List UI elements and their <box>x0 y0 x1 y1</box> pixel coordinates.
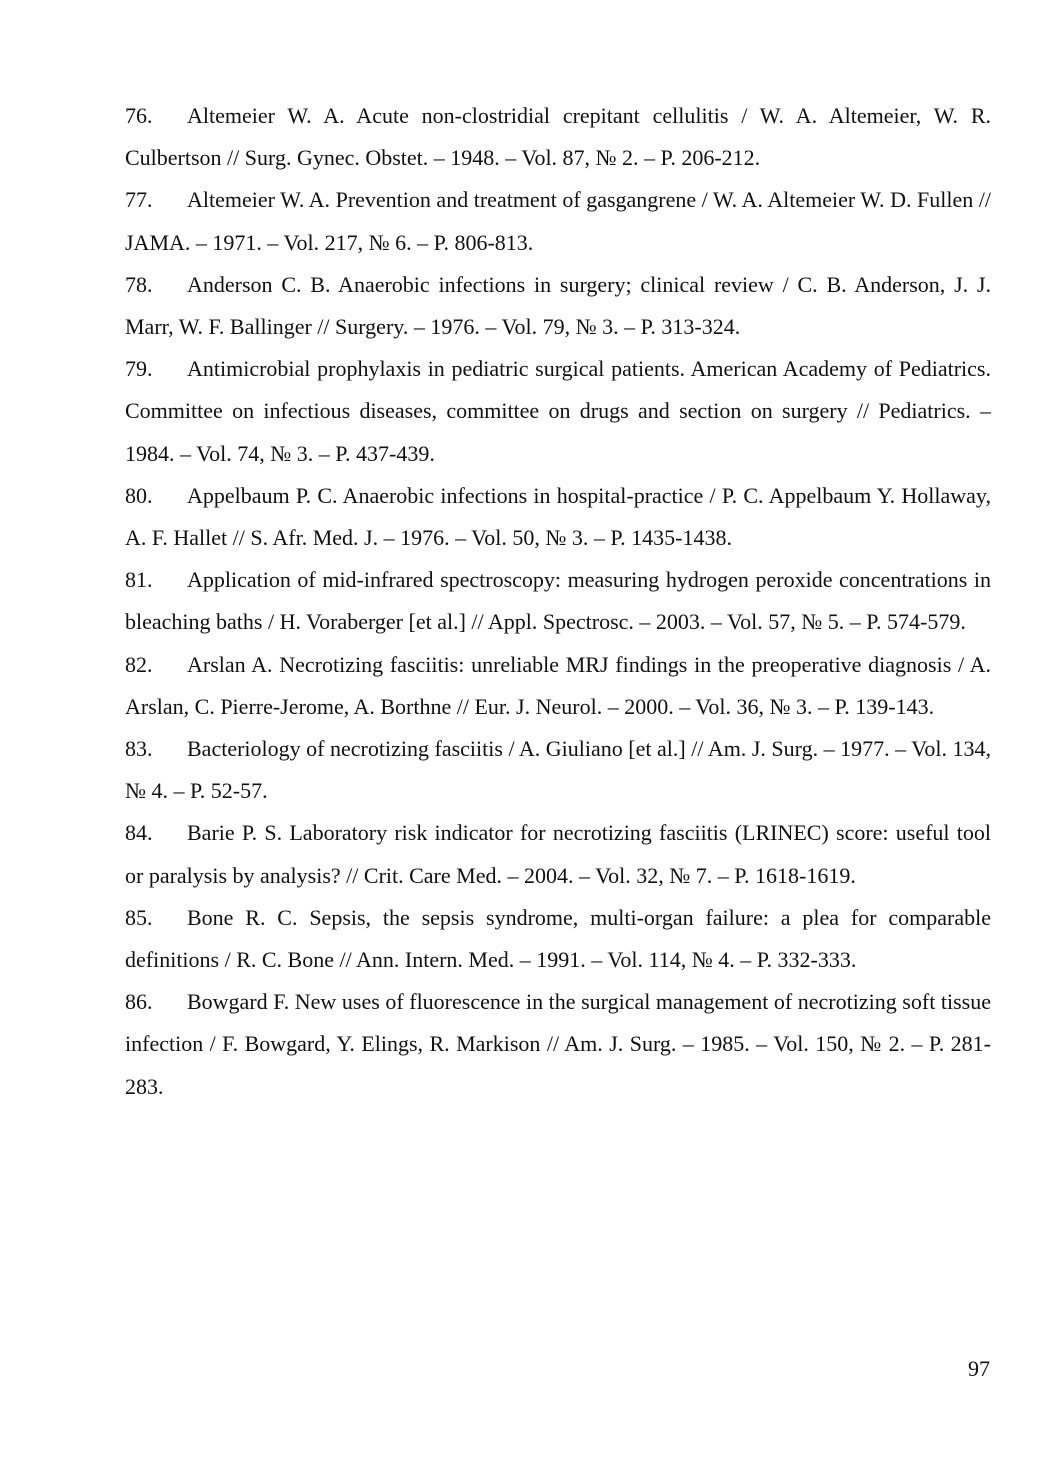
reference-item <box>125 95 991 179</box>
reference-item <box>125 897 991 981</box>
reference-text: Application of mid-infrared spectroscopy: measuring hydrogen peroxide concentrations in bleaching baths / H. Voraberger [et al.] // Appl. Spectrosc. – 2003. – Vol. 57, № 5. – P. 574-579. <box>125 567 991 635</box>
reference-number: 79. <box>125 356 153 382</box>
reference-item <box>125 812 991 896</box>
reference-item <box>125 644 991 728</box>
reference-text: Antimicrobial prophylaxis in pediatric surgical patients. American Academy of Pediatrics. Committee on infectious diseases, committee on drugs and section on surgery // Pediatrics. – 1984. – Vol. 74, № 3. – P. 437-439. <box>125 356 991 466</box>
reference-item <box>125 728 991 812</box>
reference-item <box>125 264 991 348</box>
reference-text: Bowgard F. New uses of fluorescence in the surgical management of necrotizing soft tissue infection / F. Bowgard, Y. Elings, R. Markison // Am. J. Surg. – 1985. – Vol. 150, № 2. – P. 281-283. <box>125 989 991 1099</box>
reference-text: Arslan A. Necrotizing fasciitis: unreliable MRJ findings in the preoperative diagnosis / A. Arslan, C. Pierre-Jerome, A. Borthne // Eur. J. Neurol. – 2000. – Vol. 36, № 3. – P. 139-143. <box>125 651 991 719</box>
reference-number: 78. <box>125 271 153 297</box>
reference-item <box>125 981 991 1108</box>
reference-text: Altemeier W. A. Prevention and treatment of gasgangrene / W. A. Altemeier W. D. Fullen // JAMA. – 1971. – Vol. 217, № 6. – P. 806-813. <box>125 187 991 255</box>
reference-item <box>125 179 991 263</box>
reference-number: 83. <box>125 736 153 762</box>
reference-item <box>125 475 991 559</box>
reference-number: 82. <box>125 651 153 677</box>
page-number: 97 <box>968 1356 990 1381</box>
reference-number: 84. <box>125 820 153 846</box>
reference-text: Barie P. S. Laboratory risk indicator for necrotizing fasciitis (LRINEC) score: useful tool or paralysis by analysis? // Crit. Care Med. – 2004. – Vol. 32, № 7. – P. 1618-1619. <box>125 820 991 888</box>
reference-item <box>125 348 991 475</box>
reference-number: 80. <box>125 482 153 508</box>
reference-list <box>125 95 991 1108</box>
reference-number: 81. <box>125 567 153 593</box>
reference-text: Altemeier W. A. Acute non-clostridial crepitant cellulitis / W. A. Altemeier, W. R. Culbertson // Surg. Gynec. Obstet. – 1948. – Vol. 87, № 2. – P. 206-212. <box>125 103 991 171</box>
reference-text: Appelbaum P. C. Anaerobic infections in hospital-practice / P. C. Appelbaum Y. Hollaway, A. F. Hallet // S. Afr. Med. J. – 1976. – Vol. 50, № 3. – P. 1435-1438. <box>125 482 991 551</box>
reference-number: 76. <box>125 103 153 128</box>
reference-text: Anderson C. B. Anaerobic infections in surgery; clinical review / C. B. Anderson, J. J. Marr, W. F. Ballinger // Surgery. – 1976. – Vol. 79, № 3. – P. 313-324. <box>125 271 991 340</box>
reference-text: Bacteriology of necrotizing fasciitis / A. Giuliano [et al.] // Am. J. Surg. – 1977. – Vol. 134, № 4. – P. 52-57. <box>125 736 991 804</box>
reference-number: 85. <box>125 904 153 930</box>
reference-number: 77. <box>125 187 153 213</box>
reference-item <box>125 559 991 643</box>
reference-text: Bone R. C. Sepsis, the sepsis syndrome, multi-organ failure: a plea for comparable definitions / R. C. Bone // Ann. Intern. Med. – 1991. – Vol. 114, № 4. – P. 332-333. <box>125 904 991 973</box>
reference-number: 86. <box>125 989 153 1015</box>
